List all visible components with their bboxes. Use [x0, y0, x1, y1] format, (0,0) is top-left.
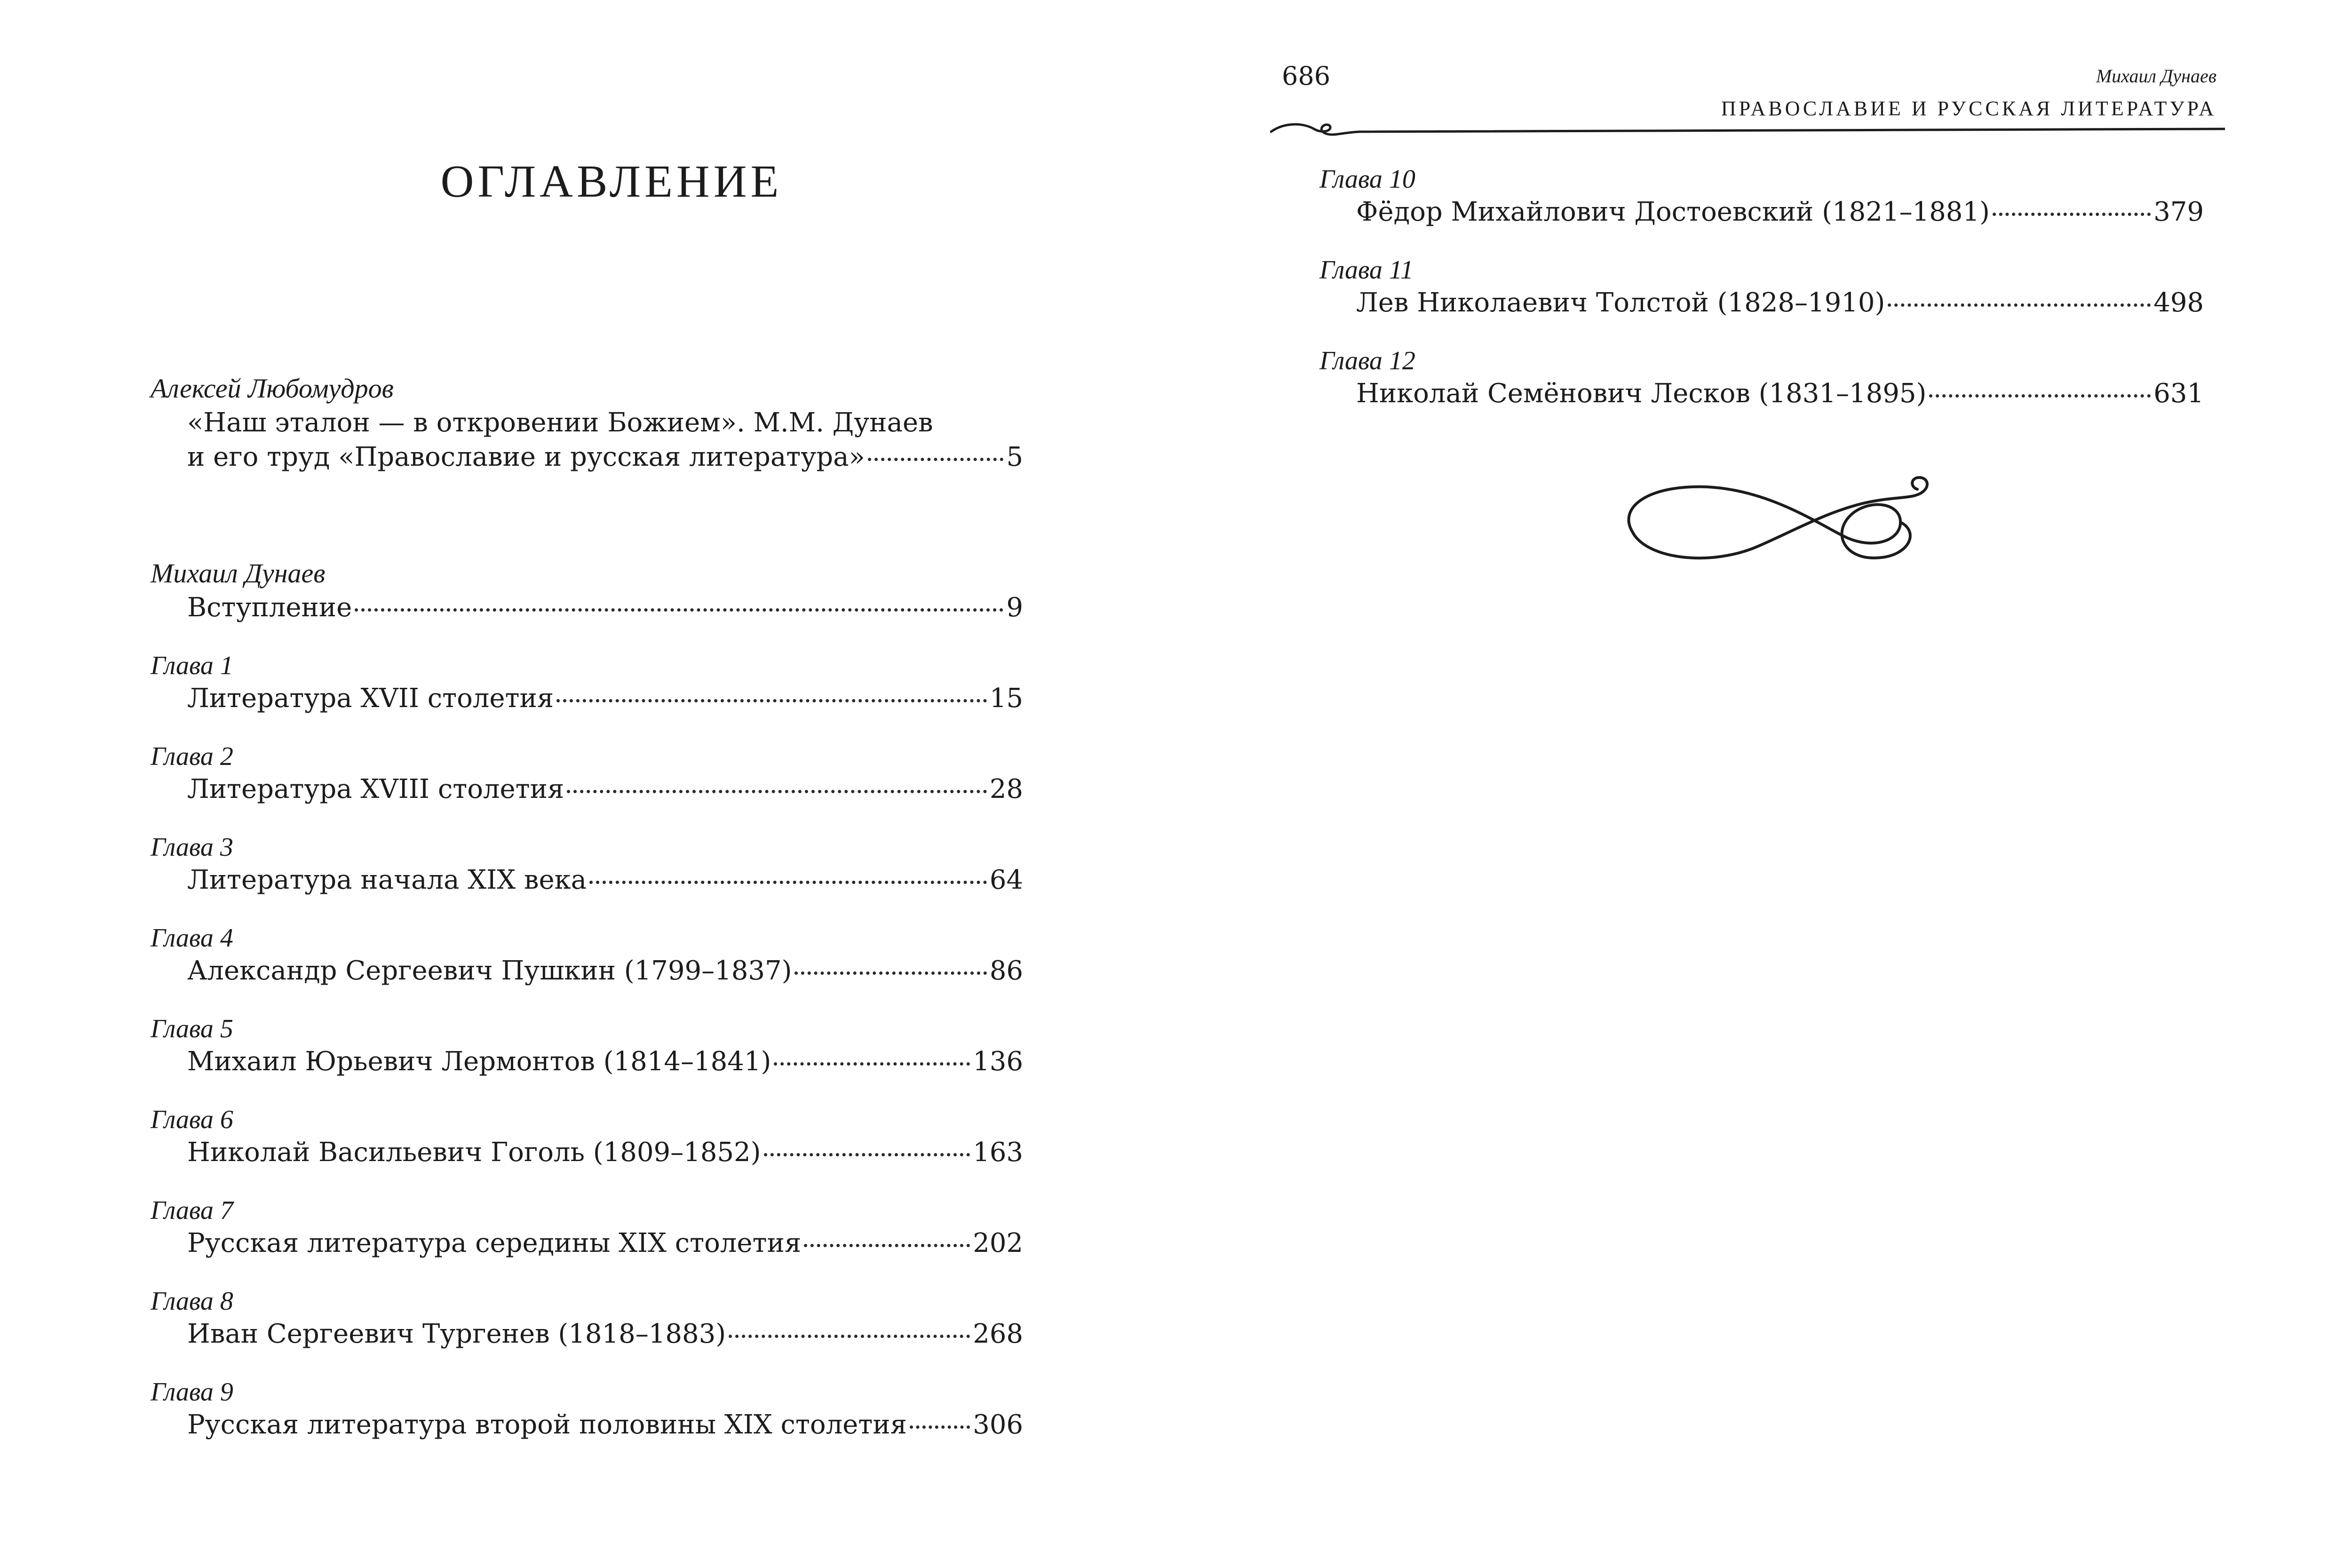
- toc-entry-title: Русская литература середины XIX столетия: [187, 1228, 802, 1258]
- toc-entry-title: Литература начала XIX века: [187, 865, 587, 895]
- toc-entry-title: Вступление: [187, 592, 352, 623]
- chapter-label: Глава 1: [151, 651, 233, 680]
- toc-list-left: [151, 372, 1023, 1442]
- chapter-label: Глава 11: [1319, 255, 1414, 285]
- page-title: ОГЛАВЛЕНИЕ: [440, 156, 783, 207]
- chapter-label: Глава 7: [151, 1196, 233, 1225]
- toc-page-number: 86: [989, 955, 1023, 986]
- page-number: 686: [1282, 61, 1331, 91]
- toc-page-number: 163: [973, 1137, 1023, 1168]
- toc-entry[interactable]: [151, 1226, 1023, 1260]
- toc-page-number: 136: [973, 1046, 1023, 1077]
- toc-page-number: 306: [973, 1409, 1023, 1440]
- toc-entry-title: Литература XVII столетия: [187, 683, 554, 714]
- toc-list-right: [1319, 164, 2204, 411]
- chapter-label: Глава 2: [151, 742, 233, 771]
- dot-leader: [804, 1244, 970, 1247]
- dot-leader: [1929, 394, 2151, 398]
- toc-entry-title-line: «Наш эталон — в откровении Божием». М.М. Дунаев: [187, 407, 933, 438]
- dot-leader: [910, 1425, 970, 1429]
- dot-leader: [868, 458, 1004, 461]
- section-spacer: [151, 474, 1023, 557]
- chapter-label: Глава 3: [151, 833, 233, 862]
- toc-entry[interactable]: [151, 1408, 1023, 1442]
- toc-page-number: 15: [989, 683, 1023, 714]
- toc-page-number: 9: [1006, 592, 1023, 623]
- chapter-label: Глава 4: [151, 923, 233, 953]
- toc-page-number: 268: [973, 1319, 1023, 1349]
- toc-page-number: 5: [1006, 442, 1023, 472]
- toc-entry-title: Николай Семёнович Лесков (1831–1895): [1356, 378, 1927, 409]
- toc-entry-title: Фёдор Михайлович Достоевский (1821–1881): [1356, 197, 1990, 227]
- toc-entry[interactable]: [151, 954, 1023, 988]
- dot-leader: [764, 1153, 970, 1156]
- dot-leader: [589, 881, 987, 884]
- toc-page-number: 498: [2153, 287, 2204, 318]
- section-author: Алексей Любомудров: [151, 373, 394, 404]
- toc-page-number: 379: [2153, 197, 2204, 227]
- chapter-label: Глава 10: [1319, 165, 1415, 194]
- toc-entry[interactable]: [151, 863, 1023, 897]
- chapter-label: Глава 12: [1319, 346, 1415, 375]
- toc-entry[interactable]: [1319, 195, 2204, 229]
- toc-entry[interactable]: [151, 590, 1023, 625]
- dot-leader: [1993, 213, 2151, 216]
- toc-entry-title: Лев Николаевич Толстой (1828–1910): [1356, 287, 1885, 318]
- flourish-icon: [1618, 466, 1938, 574]
- dot-leader: [355, 608, 1003, 612]
- toc-entry-title: и его труд «Православие и русская литература»: [187, 442, 865, 472]
- chapter-label: Глава 8: [151, 1287, 233, 1316]
- toc-entry[interactable]: [151, 1135, 1023, 1170]
- toc-entry-title: Иван Сергеевич Тургенев (1818–1883): [187, 1319, 726, 1349]
- dot-leader: [567, 790, 986, 793]
- toc-entry-title: Николай Васильевич Гоголь (1809–1852): [187, 1137, 761, 1168]
- toc-entry[interactable]: [151, 1044, 1023, 1079]
- toc-entry[interactable]: [151, 681, 1023, 716]
- running-header-title: ПРАВОСЛАВИЕ И РУССКАЯ ЛИТЕРАТУРА: [1721, 97, 2217, 120]
- chapter-label: Глава 6: [151, 1105, 233, 1134]
- dot-leader: [795, 971, 986, 975]
- toc-page-number: 202: [973, 1228, 1023, 1258]
- dot-leader: [729, 1335, 970, 1338]
- toc-entry-title: Литература XVIII столетия: [187, 774, 564, 804]
- chapter-label: Глава 9: [151, 1377, 233, 1407]
- toc-entry-title: Михаил Юрьевич Лермонтов (1814–1841): [187, 1046, 771, 1077]
- chapter-label: Глава 5: [151, 1014, 233, 1043]
- toc-entry-title: Александр Сергеевич Пушкин (1799–1837): [187, 955, 792, 986]
- toc-entry[interactable]: [1319, 286, 2204, 320]
- section-author: Михаил Дунаев: [151, 558, 326, 589]
- toc-page-number: 28: [989, 774, 1023, 804]
- toc-entry[interactable]: [151, 440, 1023, 474]
- toc-page-number: 631: [2153, 378, 2204, 409]
- toc-entry[interactable]: [151, 1317, 1023, 1351]
- toc-entry-title: Русская литература второй половины XIX столетия: [187, 1409, 907, 1440]
- dot-leader: [774, 1062, 970, 1066]
- toc-entry[interactable]: [1319, 376, 2204, 411]
- dot-leader: [556, 699, 987, 702]
- toc-page-number: 64: [989, 865, 1023, 895]
- dot-leader: [1888, 303, 2151, 307]
- ornamental-rule-icon: [1270, 120, 2225, 143]
- running-header-author: Михаил Дунаев: [2096, 65, 2217, 87]
- toc-entry[interactable]: [151, 772, 1023, 806]
